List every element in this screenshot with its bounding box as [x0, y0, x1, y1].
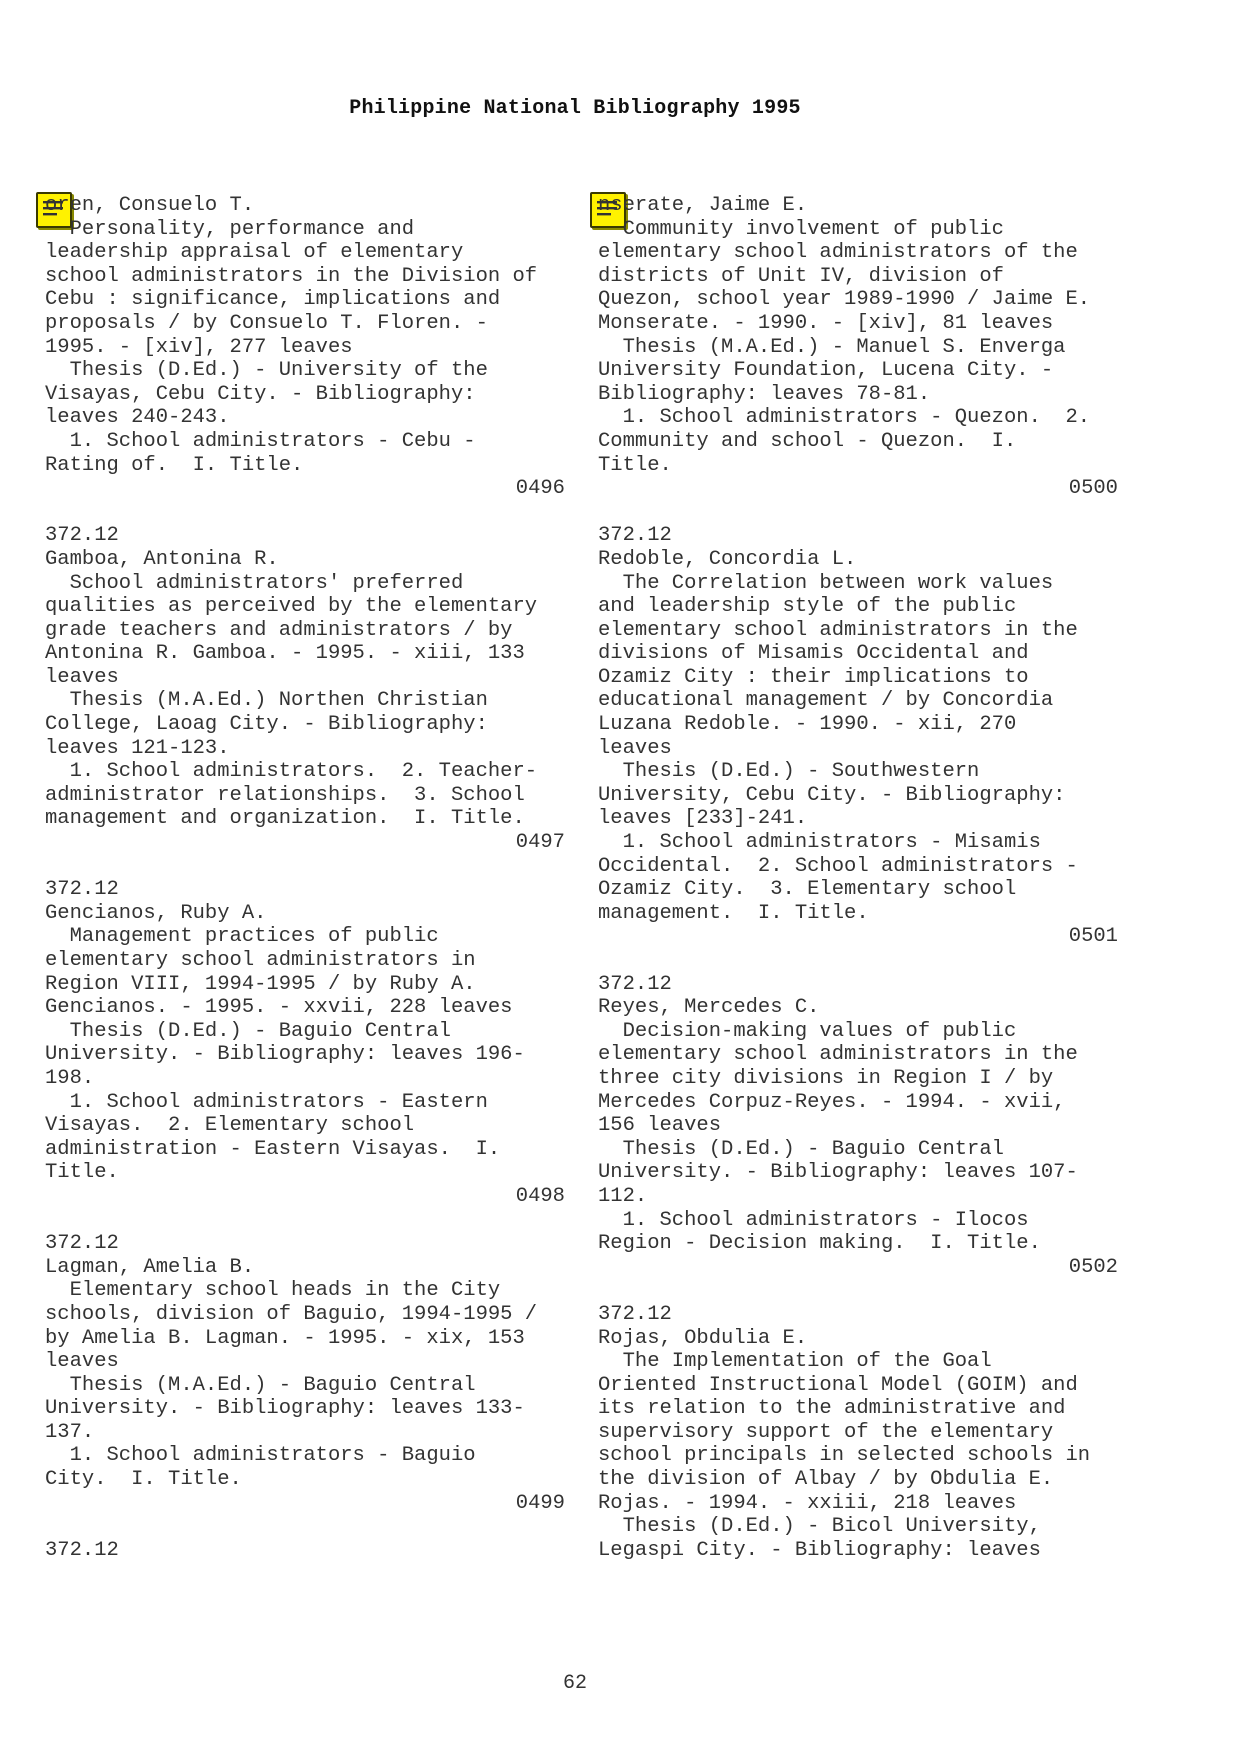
text-line: Bibliography: leaves 78-81. — [598, 382, 931, 406]
text-line: Community involvement of public — [598, 217, 1004, 241]
text-line: elementary school administrators of the — [598, 241, 1078, 265]
text-line: Rating of. I. Title. — [45, 453, 304, 477]
text-line: educational management / by Concordia — [598, 689, 1054, 713]
text-line: Lagman, Amelia B. — [45, 1255, 255, 1279]
blank-line — [598, 1279, 1118, 1303]
text-line: Mercedes Corpuz-Reyes. - 1994. - xvii, — [598, 1090, 1066, 1114]
left-column — [45, 194, 565, 1562]
text-line: 198. — [45, 1066, 95, 1090]
text-line: Management practices of public — [45, 925, 439, 949]
text-line: Thesis (M.A.Ed.) - Manuel S. Enverga — [598, 335, 1066, 359]
text-line: 1995. - [xiv], 277 leaves — [45, 335, 353, 359]
text-line: Gencianos. - 1995. - xxvii, 228 leaves — [45, 996, 513, 1020]
text-line: administrator relationships. 3. School — [45, 783, 525, 807]
text-line: oren, Consuelo T. — [45, 194, 255, 217]
text-line: Thesis (D.Ed.) - Southwestern — [598, 760, 980, 784]
blank-line — [45, 501, 565, 525]
text-line: 1. School administrators - Ilocos — [598, 1208, 1029, 1232]
text-line: 156 leaves — [598, 1114, 722, 1138]
call-number: 372.12 — [45, 878, 119, 902]
entry-number: 0502 — [1068, 1255, 1118, 1279]
text-line: 137. — [45, 1420, 95, 1444]
text-line: management and organization. I. Title. — [45, 807, 525, 831]
text-line: leaves — [45, 1350, 119, 1374]
text-line: Redoble, Concordia L. — [598, 547, 857, 571]
text-line: Gamboa, Antonina R. — [45, 547, 279, 571]
text-line: Visayas. 2. Elementary school — [45, 1114, 415, 1138]
entry-number: 0496 — [515, 477, 565, 501]
text-line: Oriented Instructional Model (GOIM) and — [598, 1373, 1078, 1397]
text-line: Thesis (M.A.Ed.) Northen Christian — [45, 689, 488, 713]
text-line: Gencianos, Ruby A. — [45, 901, 267, 925]
text-line: University. - Bibliography: leaves 107- — [598, 1161, 1078, 1185]
text-line: Elementary school heads in the City — [45, 1279, 501, 1303]
text-line: School administrators' preferred — [45, 571, 464, 595]
text-line: elementary school administrators in — [45, 949, 476, 972]
text-line: Thesis (D.Ed.) - Bicol University, — [598, 1515, 1041, 1539]
entry-number: 0501 — [1068, 925, 1118, 949]
text-line: Rojas. - 1994. - xxiii, 218 leaves — [598, 1491, 1017, 1515]
text-line: and leadership style of the public — [598, 595, 1017, 619]
text-line: The Correlation between work values — [598, 571, 1054, 595]
text-line: Region - Decision making. I. Title. — [598, 1232, 1041, 1256]
call-number: 372.12 — [598, 972, 672, 996]
text-line: The Implementation of the Goal — [598, 1350, 992, 1374]
text-line: Thesis (D.Ed.) - Baguio Central — [45, 1019, 451, 1043]
blank-line — [598, 949, 1118, 973]
text-line: qualities as perceived by the elementary — [45, 595, 538, 619]
text-line: College, Laoag City. - Bibliography: — [45, 713, 488, 737]
text-line: University, Cebu City. - Bibliography: — [598, 783, 1066, 807]
text-line: Cebu : significance, implications and — [45, 288, 501, 312]
text-line: the division of Albay / by Obdulia E. — [598, 1468, 1054, 1492]
entry-number: 0498 — [515, 1184, 565, 1208]
text-line: 1. School administrators - Eastern — [45, 1090, 488, 1114]
text-line: Quezon, school year 1989-1990 / Jaime E. — [598, 288, 1091, 312]
text-line: leaves — [598, 736, 672, 760]
text-line: City. I. Title. — [45, 1468, 242, 1492]
text-line: University. - Bibliography: leaves 196- — [45, 1043, 525, 1067]
text-line: Luzana Redoble. - 1990. - xii, 270 — [598, 713, 1017, 737]
blank-line — [598, 501, 1118, 525]
text-line: elementary school administrators in the — [598, 1043, 1078, 1067]
text-line: Rojas, Obdulia E. — [598, 1326, 808, 1350]
text-line: supervisory support of the elementary — [598, 1420, 1054, 1444]
page-title: Philippine National Bibliography 1995 — [349, 97, 801, 120]
text-line: management. I. Title. — [598, 901, 869, 925]
text-line: Occidental. 2. School administrators - — [598, 854, 1078, 878]
text-line: Decision-making values of public — [598, 1019, 1017, 1043]
text-line: Thesis (M.A.Ed.) - Baguio Central — [45, 1373, 476, 1397]
text-line: University Foundation, Lucena City. - — [598, 359, 1054, 383]
text-line: 1. School administrators - Misamis — [598, 831, 1041, 855]
text-line: Antonina R. Gamboa. - 1995. - xiii, 133 — [45, 642, 525, 666]
text-line: Thesis (D.Ed.) - Baguio Central — [598, 1137, 1004, 1161]
right-column — [598, 194, 1118, 1562]
text-line: leaves — [45, 665, 119, 689]
call-number: 372.12 — [45, 1232, 119, 1256]
text-line: its relation to the administrative and — [598, 1397, 1066, 1421]
text-line: 112. — [598, 1184, 648, 1208]
text-line: Reyes, Mercedes C. — [598, 996, 820, 1020]
text-line: 1. School administrators - Cebu - — [45, 429, 476, 453]
entry-number: 0500 — [1068, 477, 1118, 501]
text-line: Title. — [598, 453, 672, 477]
text-line: districts of Unit IV, division of — [598, 264, 1004, 288]
text-line: Legaspi City. - Bibliography: leaves — [598, 1538, 1041, 1562]
text-line: Visayas, Cebu City. - Bibliography: — [45, 382, 476, 406]
call-number: 372.12 — [45, 524, 119, 548]
text-line: University. - Bibliography: leaves 133- — [45, 1397, 525, 1421]
text-line: Community and school - Quezon. I. — [598, 429, 1017, 453]
text-line: leadership appraisal of elementary — [45, 241, 464, 265]
text-line: 1. School administrators - Baguio — [45, 1444, 476, 1468]
text-line: nserate, Jaime E. — [598, 194, 808, 217]
call-number: 372.12 — [45, 1538, 119, 1562]
text-line: Personality, performance and — [45, 217, 415, 241]
text-line: three city divisions in Region I / by — [598, 1066, 1054, 1090]
text-line: proposals / by Consuelo T. Floren. - — [45, 311, 488, 335]
text-line: divisions of Misamis Occidental and — [598, 642, 1029, 666]
text-line: Title. — [45, 1161, 119, 1185]
entry-number: 0499 — [515, 1491, 565, 1515]
text-line: administration - Eastern Visayas. I. — [45, 1137, 501, 1161]
text-line: schools, division of Baguio, 1994-1995 / — [45, 1302, 538, 1326]
text-line: Region VIII, 1994-1995 / by Ruby A. — [45, 972, 476, 996]
blank-line — [45, 1515, 565, 1539]
text-line: Monserate. - 1990. - [xiv], 81 leaves — [598, 311, 1054, 335]
blank-line — [45, 855, 565, 879]
text-line: grade teachers and administrators / by — [45, 618, 513, 642]
text-line: 1. School administrators. 2. Teacher- — [45, 760, 538, 784]
blank-line — [45, 1209, 565, 1233]
text-line: school principals in selected schools in — [598, 1444, 1091, 1468]
text-line: by Amelia B. Lagman. - 1995. - xix, 153 — [45, 1326, 525, 1350]
text-line: school administrators in the Division of — [45, 264, 538, 288]
call-number: 372.12 — [598, 524, 672, 548]
entry-number: 0497 — [515, 831, 565, 855]
text-line: leaves 240-243. — [45, 406, 230, 430]
text-line: leaves 121-123. — [45, 736, 230, 760]
text-line: Ozamiz City. 3. Elementary school — [598, 878, 1017, 902]
text-line: Thesis (D.Ed.) - University of the — [45, 359, 488, 383]
text-line: leaves [233]-241. — [598, 807, 808, 831]
page-number: 62 — [562, 1672, 587, 1695]
text-line: elementary school administrators in the — [598, 618, 1078, 642]
call-number: 372.12 — [598, 1302, 672, 1326]
text-line: Ozamiz City : their implications to — [598, 665, 1029, 689]
text-line: 1. School administrators - Quezon. 2. — [598, 406, 1091, 430]
